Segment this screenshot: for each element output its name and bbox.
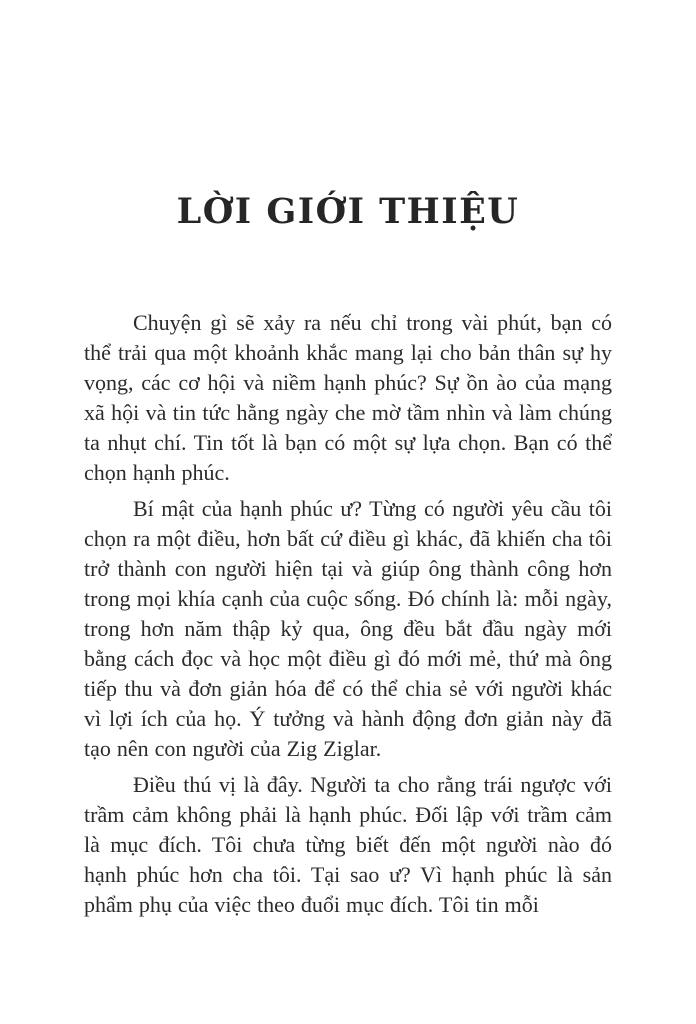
body-text — [84, 308, 612, 920]
paragraph-1: Chuyện gì sẽ xảy ra nếu chỉ trong vài phút, bạn có thể trải qua một khoảnh khắc mang lại cho bản thân sự hy vọng, các cơ hội và niềm hạnh phúc? Sự ồn ào của mạng xã hội và tin tức hằng ngày che mờ tầm nhìn và làm chúng ta nhụt chí. Tin tốt là bạn có một sự lựa chọn. Bạn có thể chọn hạnh phúc. — [84, 309, 612, 485]
paragraph-2: Bí mật của hạnh phúc ư? Từng có người yêu cầu tôi chọn ra một điều, hơn bất cứ điều gì khác, đã khiến cha tôi trở thành con người hiện tại và giúp ông thành công hơn trong mọi khía cạnh của cuộc sống. Đó chính là: mỗi ngày, trong hơn năm thập kỷ qua, ông đều bắt đầu ngày mới bằng cách đọc và học một điều gì đó mới mẻ, thứ mà ông tiếp thu và đơn giản hóa để có thể chia sẻ với người khác vì lợi ích của họ. Ý tưởng và hành động đơn giản này đã tạo nên con người của Zig Ziglar. — [84, 495, 612, 761]
paragraph-3: Điều thú vị là đây. Người ta cho rằng trái ngược với trầm cảm không phải là hạnh phúc. Đối lập với trầm cảm là mục đích. Tôi chưa từng biết đến một người nào đó hạnh phúc hơn cha tôi. Tại sao ư? Vì hạnh phúc là sản phẩm phụ của việc theo đuổi mục đích. Tôi tin mỗi — [84, 771, 612, 917]
chapter-title: LỜI GIỚI THIỆU — [176, 191, 520, 232]
